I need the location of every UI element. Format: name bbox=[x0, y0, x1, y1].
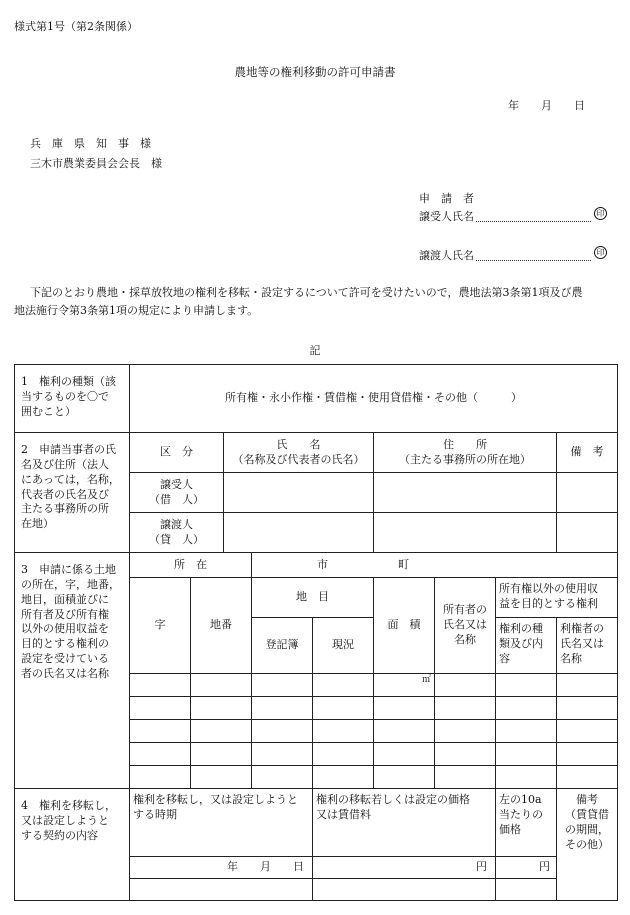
kubun-header: 区 分 bbox=[130, 433, 224, 473]
rights-options[interactable]: 所有権・永小作権・賃借権・使用貸借権・その他（ ） bbox=[130, 365, 618, 433]
land-holder-cell[interactable] bbox=[557, 743, 618, 766]
land-owner-cell[interactable] bbox=[435, 697, 496, 720]
land-tokibo-cell[interactable] bbox=[252, 743, 313, 766]
section4-label: 4 権利を移転し， 又は設定しようと する契約の内容 bbox=[15, 789, 130, 901]
land-genkyo-cell[interactable] bbox=[313, 674, 374, 697]
aza-header: 字 bbox=[130, 578, 191, 674]
transferee-kubun: 譲受人 （借 人） bbox=[130, 473, 224, 513]
land-tokibo-cell[interactable] bbox=[252, 766, 313, 789]
land-holder-cell[interactable] bbox=[557, 674, 618, 697]
land-tokibo-cell[interactable] bbox=[252, 697, 313, 720]
land-chiban-cell[interactable] bbox=[191, 766, 252, 789]
land-holder-cell[interactable] bbox=[557, 766, 618, 789]
transferee-address-cell[interactable] bbox=[374, 473, 557, 513]
per10a-price-cell[interactable] bbox=[496, 857, 557, 879]
contract-remarks-header: 備考 （賃貸借 の期間， その他） bbox=[557, 789, 618, 901]
per10a-header: 左の10a 当たりの 価格 bbox=[496, 789, 557, 857]
land-genkyo-cell[interactable] bbox=[313, 720, 374, 743]
city-label: 市 bbox=[317, 558, 328, 571]
holder-header: 利権者の 氏名又は 名称 bbox=[557, 618, 618, 674]
price-yen-unit: 円 bbox=[476, 860, 487, 874]
transferee-remarks-cell[interactable] bbox=[557, 473, 618, 513]
land-owner-cell[interactable] bbox=[435, 743, 496, 766]
transferor-kubun: 譲渡人 （貸 人） bbox=[130, 513, 224, 553]
contract-date-cell[interactable] bbox=[130, 857, 313, 879]
land-tokibo-cell[interactable] bbox=[252, 720, 313, 743]
land-chiban-cell[interactable] bbox=[191, 697, 252, 720]
land-holder-cell[interactable] bbox=[557, 697, 618, 720]
remarks-header: 備 考 bbox=[557, 433, 618, 473]
land-right-type-cell[interactable] bbox=[496, 766, 557, 789]
land-right-type-cell[interactable] bbox=[496, 697, 557, 720]
transferor-remarks-cell[interactable] bbox=[557, 513, 618, 553]
address-header: 住 所 （主たる事務所の所在地） bbox=[374, 433, 557, 473]
contract-price-cell[interactable] bbox=[313, 857, 496, 879]
area-unit: ㎡ bbox=[421, 675, 431, 685]
name-header: 氏 名 （名称及び代表者の氏名） bbox=[224, 433, 374, 473]
intro-text-line2: 地法施行令第3条第1項の規定により申請します。 bbox=[14, 304, 259, 317]
tokibo-header: 登記簿 bbox=[252, 618, 313, 674]
land-chiban-cell[interactable] bbox=[191, 743, 252, 766]
land-aza-cell[interactable] bbox=[130, 720, 191, 743]
land-owner-cell[interactable] bbox=[435, 766, 496, 789]
location-header: 所 在 bbox=[130, 553, 252, 578]
land-owner-cell[interactable] bbox=[435, 674, 496, 697]
town-label: 町 bbox=[398, 558, 409, 571]
transferor-address-cell[interactable] bbox=[374, 513, 557, 553]
land-area-cell[interactable] bbox=[374, 674, 435, 697]
price-header: 権利の移転若しくは設定の価格 又は賃借料 bbox=[313, 789, 496, 857]
transferor-signature-line[interactable] bbox=[476, 260, 591, 261]
land-aza-cell[interactable] bbox=[130, 697, 191, 720]
section2-label: 2 申請当事者の氏 名及び住所（法人 にあっては，名称， 代表者の氏名及び 主たる事務所の所 在地） bbox=[15, 433, 130, 553]
land-area-cell[interactable] bbox=[374, 720, 435, 743]
land-genkyo-cell[interactable] bbox=[313, 697, 374, 720]
timing-header: 権利を移転し，又は設定しようと する時期 bbox=[130, 789, 313, 857]
seal-mark: 印 bbox=[594, 246, 607, 259]
intro-text-line1: 下記のとおり農地・採草放牧地の権利を移転・設定するについて許可を受けたいので，農地法第3条第1項及び農 bbox=[30, 286, 583, 299]
form-number: 様式第1号（第2条関係） bbox=[14, 20, 138, 33]
transferor-label: 譲渡人氏名 bbox=[419, 249, 474, 262]
chimoku-header: 地 目 bbox=[252, 578, 374, 618]
land-aza-cell[interactable] bbox=[130, 674, 191, 697]
section3-label: 3 申請に係る土地 の所在，字，地番， 地目，面積並びに 所有者及び所有権 以外の使用収益を 目的とする権利の 設定を受けている 者の氏名又は名称 bbox=[15, 553, 130, 789]
land-area-cell[interactable] bbox=[374, 697, 435, 720]
land-genkyo-cell[interactable] bbox=[313, 743, 374, 766]
area-header: 面 積 bbox=[374, 578, 435, 674]
land-area-cell[interactable] bbox=[374, 743, 435, 766]
land-tokibo-cell[interactable] bbox=[252, 674, 313, 697]
land-chiban-cell[interactable] bbox=[191, 674, 252, 697]
land-holder-cell[interactable] bbox=[557, 720, 618, 743]
section1-label: 1 権利の種類（該 当するものを〇で 囲むこと） bbox=[15, 365, 130, 433]
land-right-type-cell[interactable] bbox=[496, 674, 557, 697]
addressee-committee: 三木市農業委員会会長 様 bbox=[30, 157, 162, 170]
land-genkyo-cell[interactable] bbox=[313, 766, 374, 789]
chiban-header: 地番 bbox=[191, 578, 252, 674]
per10a-yen-unit: 円 bbox=[539, 860, 550, 874]
contract-blank-cell[interactable] bbox=[130, 879, 313, 901]
transferor-name-cell[interactable] bbox=[224, 513, 374, 553]
other-rights-header: 所有権以外の使用収 益を目的とする権利 bbox=[496, 578, 618, 618]
page-title: 農地等の権利移動の許可申請書 bbox=[234, 65, 396, 79]
applicant-heading: 申 請 者 bbox=[419, 192, 474, 205]
transferee-name-cell[interactable] bbox=[224, 473, 374, 513]
owner-header: 所有者の 氏名又は 名称 bbox=[435, 578, 496, 674]
contract-date: 年 月 日 bbox=[227, 860, 304, 874]
transferee-label: 譲受人氏名 bbox=[419, 210, 474, 223]
transferee-signature-line[interactable] bbox=[476, 221, 591, 222]
contract-blank-cell[interactable] bbox=[496, 879, 557, 901]
city-town-cell[interactable] bbox=[252, 553, 618, 578]
ki-heading: 記 bbox=[309, 344, 321, 357]
seal-mark: 印 bbox=[594, 207, 607, 220]
application-table bbox=[14, 364, 618, 901]
land-chiban-cell[interactable] bbox=[191, 720, 252, 743]
land-aza-cell[interactable] bbox=[130, 743, 191, 766]
right-type-header: 権利の種 類及び内 容 bbox=[496, 618, 557, 674]
addressee-governor: 兵 庫 県 知 事 様 bbox=[30, 137, 151, 150]
land-aza-cell[interactable] bbox=[130, 766, 191, 789]
contract-blank-cell[interactable] bbox=[313, 879, 496, 901]
land-right-type-cell[interactable] bbox=[496, 743, 557, 766]
land-owner-cell[interactable] bbox=[435, 720, 496, 743]
genkyo-header: 現況 bbox=[313, 618, 374, 674]
land-area-cell[interactable] bbox=[374, 766, 435, 789]
date-line: 年 月 日 bbox=[508, 99, 585, 112]
land-right-type-cell[interactable] bbox=[496, 720, 557, 743]
